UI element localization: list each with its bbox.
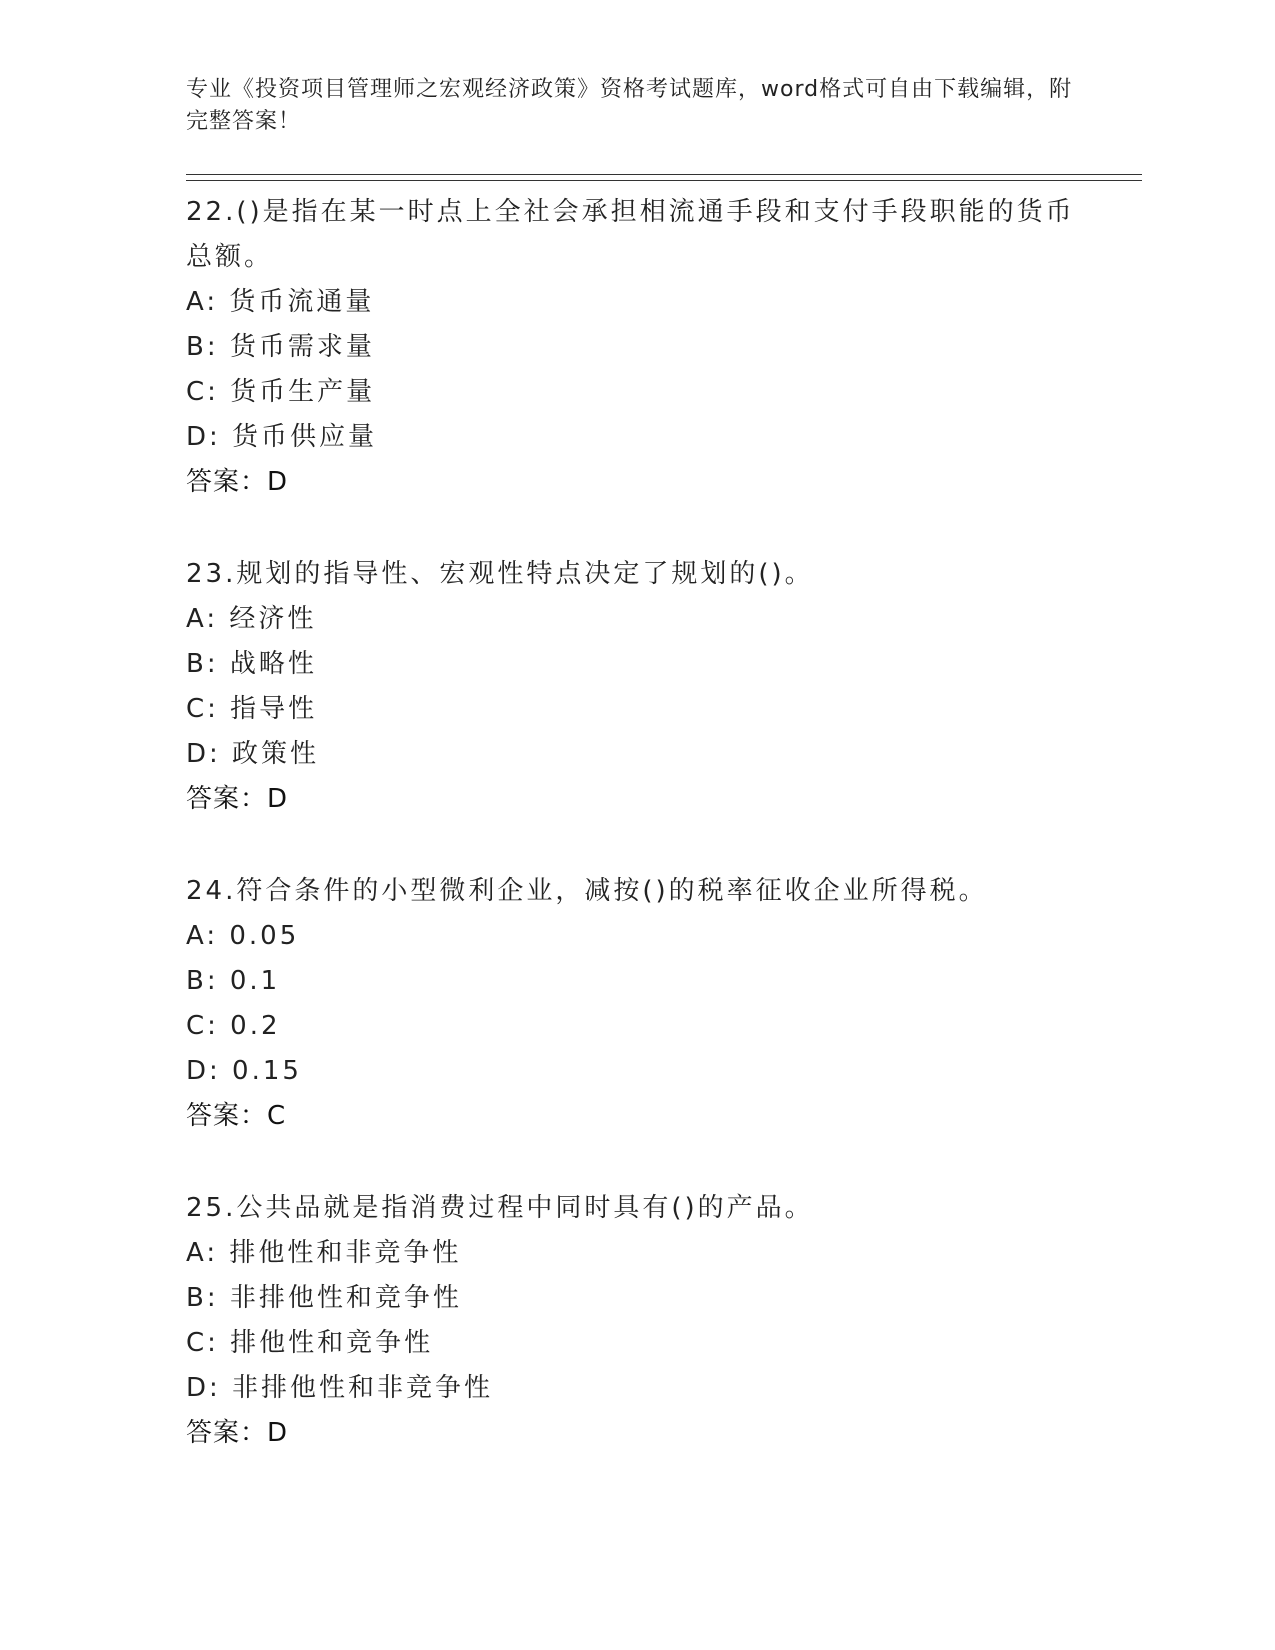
question-22 [186,186,1086,505]
answer: 答案：D [186,784,289,814]
question-24 [186,865,1086,1139]
option-d: D: 非排他性和非竞争性 [186,1373,494,1403]
header-divider-top [186,174,1142,175]
option-b: B: 战略性 [186,649,317,679]
spacer [186,1139,1086,1182]
answer: 答案：C [186,1101,287,1131]
question-stem: 25.公共品就是指消费过程中同时具有()的产品。 [186,1193,814,1223]
question-23 [186,548,1086,822]
question-list [186,186,1086,1456]
answer: 答案：D [186,1418,289,1448]
option-b: B: 货币需求量 [186,332,375,362]
option-a: A: 排他性和非竞争性 [186,1238,462,1268]
question-stem: 24.符合条件的小型微利企业，减按()的税率征收企业所得税。 [186,876,988,906]
spacer [186,822,1086,865]
option-a: A: 经济性 [186,604,317,634]
answer: 答案：D [186,467,289,497]
option-d: D: 0.15 [186,1056,302,1086]
option-b: B: 0.1 [186,966,281,996]
question-stem: 23.规划的指导性、宏观性特点决定了规划的()。 [186,559,814,589]
option-a: A: 0.05 [186,921,300,951]
option-b: B: 非排他性和竞争性 [186,1283,462,1313]
option-a: A: 货币流通量 [186,287,375,317]
header-divider-bottom [186,180,1142,181]
option-d: D: 货币供应量 [186,422,378,452]
spacer [186,505,1086,548]
question-stem-continued: 总额。 [186,242,274,272]
question-stem: 22.()是指在某一时点上全社会承担相流通手段和支付手段职能的货币 [186,197,1075,227]
document-header: 专业《投资项目管理师之宏观经济政策》资格考试题库，word格式可自由下载编辑，附完整答案！ [186,77,1073,134]
option-c: C: 指导性 [186,694,318,724]
option-c: C: 0.2 [186,1011,281,1041]
option-d: D: 政策性 [186,739,320,769]
question-25 [186,1182,1086,1456]
option-c: C: 排他性和竞争性 [186,1328,434,1358]
option-c: C: 货币生产量 [186,377,376,407]
